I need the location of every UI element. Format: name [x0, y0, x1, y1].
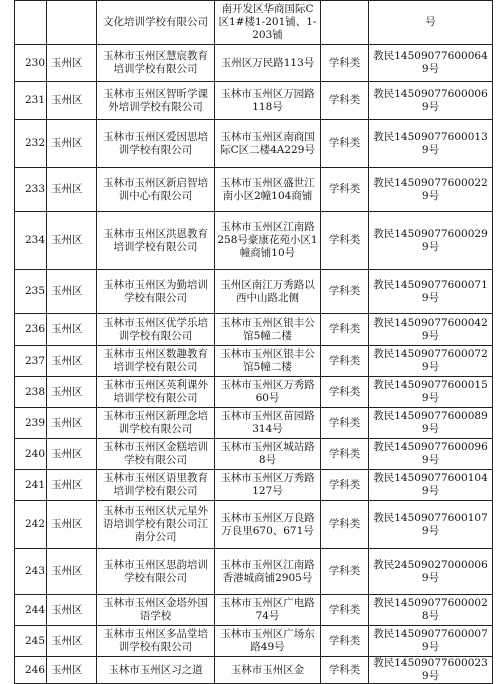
- table-body: [15, 1, 493, 684]
- region-cell: 玉州区: [47, 168, 97, 212]
- address-cell: 玉林市玉州区南商国际C区二楼4A229号: [215, 120, 321, 168]
- table-row: [15, 501, 493, 549]
- address-cell: 玉林市玉州区广电路74号: [215, 595, 321, 626]
- address-cell: 玉林市玉州区万秀路127号: [215, 470, 321, 501]
- table-row: [15, 595, 493, 626]
- address-cell: 玉州区万民路113号: [215, 45, 321, 82]
- school-name-cell: 玉林市玉州区新理念培训学校有限公司: [97, 408, 215, 439]
- school-name-cell: 玉林市玉州区新启智培训中心有限公司: [97, 168, 215, 212]
- table-row: [15, 120, 493, 168]
- school-name-cell: 玉林市玉州区智昕学课外培训学校有限公司: [97, 82, 215, 120]
- region-cell: 玉州区: [47, 377, 97, 408]
- row-number: 236: [15, 314, 47, 346]
- region-cell: 玉州区: [47, 549, 97, 595]
- school-name-cell: 玉林市玉州区慧宸教育培训学校有限公司: [97, 45, 215, 82]
- category-cell: 学科类: [321, 595, 369, 626]
- school-name-cell: 玉林市玉州区语里教育培训学校有限公司: [97, 470, 215, 501]
- table-row: [15, 82, 493, 120]
- region-cell: 玉州区: [47, 470, 97, 501]
- row-number: 231: [15, 82, 47, 120]
- category-cell: 学科类: [321, 408, 369, 439]
- table-row: [15, 549, 493, 595]
- table-row: [15, 346, 493, 377]
- school-name-cell: 玉林市玉州区思韵培训学校有限公司: [97, 549, 215, 595]
- row-number: 235: [15, 270, 47, 314]
- category-cell: 学科类: [321, 470, 369, 501]
- region-cell: 玉州区: [47, 595, 97, 626]
- category-cell: 学科类: [321, 314, 369, 346]
- row-number: 237: [15, 346, 47, 377]
- table-row: [15, 270, 493, 314]
- region-cell: 玉州区: [47, 626, 97, 657]
- table-row: [15, 439, 493, 470]
- license-number-cell: 教民145090776000069号: [369, 82, 493, 120]
- row-number: 244: [15, 595, 47, 626]
- address-cell: 玉林市玉州区江南路香港城商铺2905号: [215, 549, 321, 595]
- table-row: [15, 657, 493, 684]
- license-number-cell: 教民145090776000028号: [369, 595, 493, 626]
- license-number-cell: 教民145090776001049号: [369, 470, 493, 501]
- school-name-cell: 玉林市玉州区金糕培训学校有限公司: [97, 439, 215, 470]
- category-cell: [321, 1, 369, 45]
- school-name-cell: 玉林市玉州区状元星外语培训学校有限公司江南分公司: [97, 501, 215, 549]
- school-name-cell: 玉林市玉州区多品堂培训学校有限公司: [97, 626, 215, 657]
- row-number: 232: [15, 120, 47, 168]
- license-number-cell: 教民145090776000159号: [369, 377, 493, 408]
- row-number: 243: [15, 549, 47, 595]
- row-number: 245: [15, 626, 47, 657]
- table-row: [15, 314, 493, 346]
- row-number: 230: [15, 45, 47, 82]
- license-number-cell: 教民145090776000729号: [369, 346, 493, 377]
- category-cell: 学科类: [321, 45, 369, 82]
- category-cell: 学科类: [321, 377, 369, 408]
- category-cell: 学科类: [321, 657, 369, 684]
- category-cell: 学科类: [321, 82, 369, 120]
- table-row: [15, 212, 493, 270]
- license-number-cell: 教民145090776000229号: [369, 168, 493, 212]
- license-number-cell: 教民145090776000299号: [369, 212, 493, 270]
- table-row: [15, 408, 493, 439]
- table-row: [15, 168, 493, 212]
- region-cell: 玉州区: [47, 657, 97, 684]
- license-number-cell: 教民145090776000899号: [369, 408, 493, 439]
- row-number: [15, 1, 47, 45]
- license-number-cell: 教民145090776000719号: [369, 270, 493, 314]
- region-cell: 玉州区: [47, 408, 97, 439]
- address-cell: 玉林市玉州区广场东路49号: [215, 626, 321, 657]
- row-number: 240: [15, 439, 47, 470]
- table-row: [15, 1, 493, 45]
- license-number-cell: 号: [369, 1, 493, 45]
- region-cell: [47, 1, 97, 45]
- school-name-cell: 玉林市玉州区优学乐培训学校有限公司: [97, 314, 215, 346]
- license-number-cell: 教民145090776000079号: [369, 626, 493, 657]
- address-cell: 玉林市玉州区万秀路60号: [215, 377, 321, 408]
- school-list-table: [14, 0, 493, 684]
- table-row: [15, 470, 493, 501]
- row-number: 238: [15, 377, 47, 408]
- address-cell: 玉林市玉州区银丰公馆5幢二楼: [215, 346, 321, 377]
- license-number-cell: 教民145090776000969号: [369, 439, 493, 470]
- address-cell: 南开发区华商国际C区1#楼1-201铺、1-203铺: [215, 1, 321, 45]
- region-cell: 玉州区: [47, 439, 97, 470]
- license-number-cell: 教民145090776000239号: [369, 657, 493, 684]
- license-number-cell: 教民145090776000429号: [369, 314, 493, 346]
- school-name-cell: 玉林市玉州区习之道: [97, 657, 215, 684]
- license-number-cell: 教民145090776001079号: [369, 501, 493, 549]
- address-cell: 玉林市玉州区苗园路314号: [215, 408, 321, 439]
- school-name-cell: 玉林市玉州区数趣教育培训学校有限公司: [97, 346, 215, 377]
- category-cell: 学科类: [321, 439, 369, 470]
- row-number: 246: [15, 657, 47, 684]
- category-cell: 学科类: [321, 168, 369, 212]
- row-number: 242: [15, 501, 47, 549]
- row-number: 239: [15, 408, 47, 439]
- category-cell: 学科类: [321, 212, 369, 270]
- table-row: [15, 626, 493, 657]
- license-number-cell: 教民245090270000069号: [369, 549, 493, 595]
- address-cell: 玉林市玉州区盛世江南小区2幢104商铺: [215, 168, 321, 212]
- license-number-cell: 教民145090776000139号: [369, 120, 493, 168]
- address-cell: 玉林市玉州区城站路8号: [215, 439, 321, 470]
- row-number: 234: [15, 212, 47, 270]
- category-cell: 学科类: [321, 549, 369, 595]
- document-table-container: [14, 0, 493, 684]
- region-cell: 玉州区: [47, 270, 97, 314]
- row-number: 241: [15, 470, 47, 501]
- table-row: [15, 377, 493, 408]
- address-cell: 玉林市玉州区万园路118号: [215, 82, 321, 120]
- region-cell: 玉州区: [47, 120, 97, 168]
- school-name-cell: 玉林市玉州区洪恩教育培训学校有限公司: [97, 212, 215, 270]
- table-row: [15, 45, 493, 82]
- region-cell: 玉州区: [47, 45, 97, 82]
- school-name-cell: 玉林市玉州区金塔外国语学校: [97, 595, 215, 626]
- region-cell: 玉州区: [47, 212, 97, 270]
- address-cell: 玉州区南江万秀路以西中山路北侧: [215, 270, 321, 314]
- category-cell: 学科类: [321, 501, 369, 549]
- region-cell: 玉州区: [47, 346, 97, 377]
- license-number-cell: 教民145090776000649号: [369, 45, 493, 82]
- category-cell: 学科类: [321, 346, 369, 377]
- category-cell: 学科类: [321, 120, 369, 168]
- school-name-cell: 文化培训学校有限公司: [97, 1, 215, 45]
- region-cell: 玉州区: [47, 82, 97, 120]
- category-cell: 学科类: [321, 270, 369, 314]
- row-number: 233: [15, 168, 47, 212]
- school-name-cell: 玉林市玉州区英利课外培训学校有限公司: [97, 377, 215, 408]
- school-name-cell: 玉林市玉州区为勤培训学校有限公司: [97, 270, 215, 314]
- address-cell: 玉林市玉州区万良路万良里670、671号: [215, 501, 321, 549]
- address-cell: 玉林市玉州区江南路258号豪康花苑小区1幢商铺10号: [215, 212, 321, 270]
- address-cell: 玉林市玉州区金: [215, 657, 321, 684]
- region-cell: 玉州区: [47, 314, 97, 346]
- school-name-cell: 玉林市玉州区爱因思培训学校有限公司: [97, 120, 215, 168]
- region-cell: 玉州区: [47, 501, 97, 549]
- category-cell: 学科类: [321, 626, 369, 657]
- address-cell: 玉林市玉州区银丰公馆5幢二楼: [215, 314, 321, 346]
